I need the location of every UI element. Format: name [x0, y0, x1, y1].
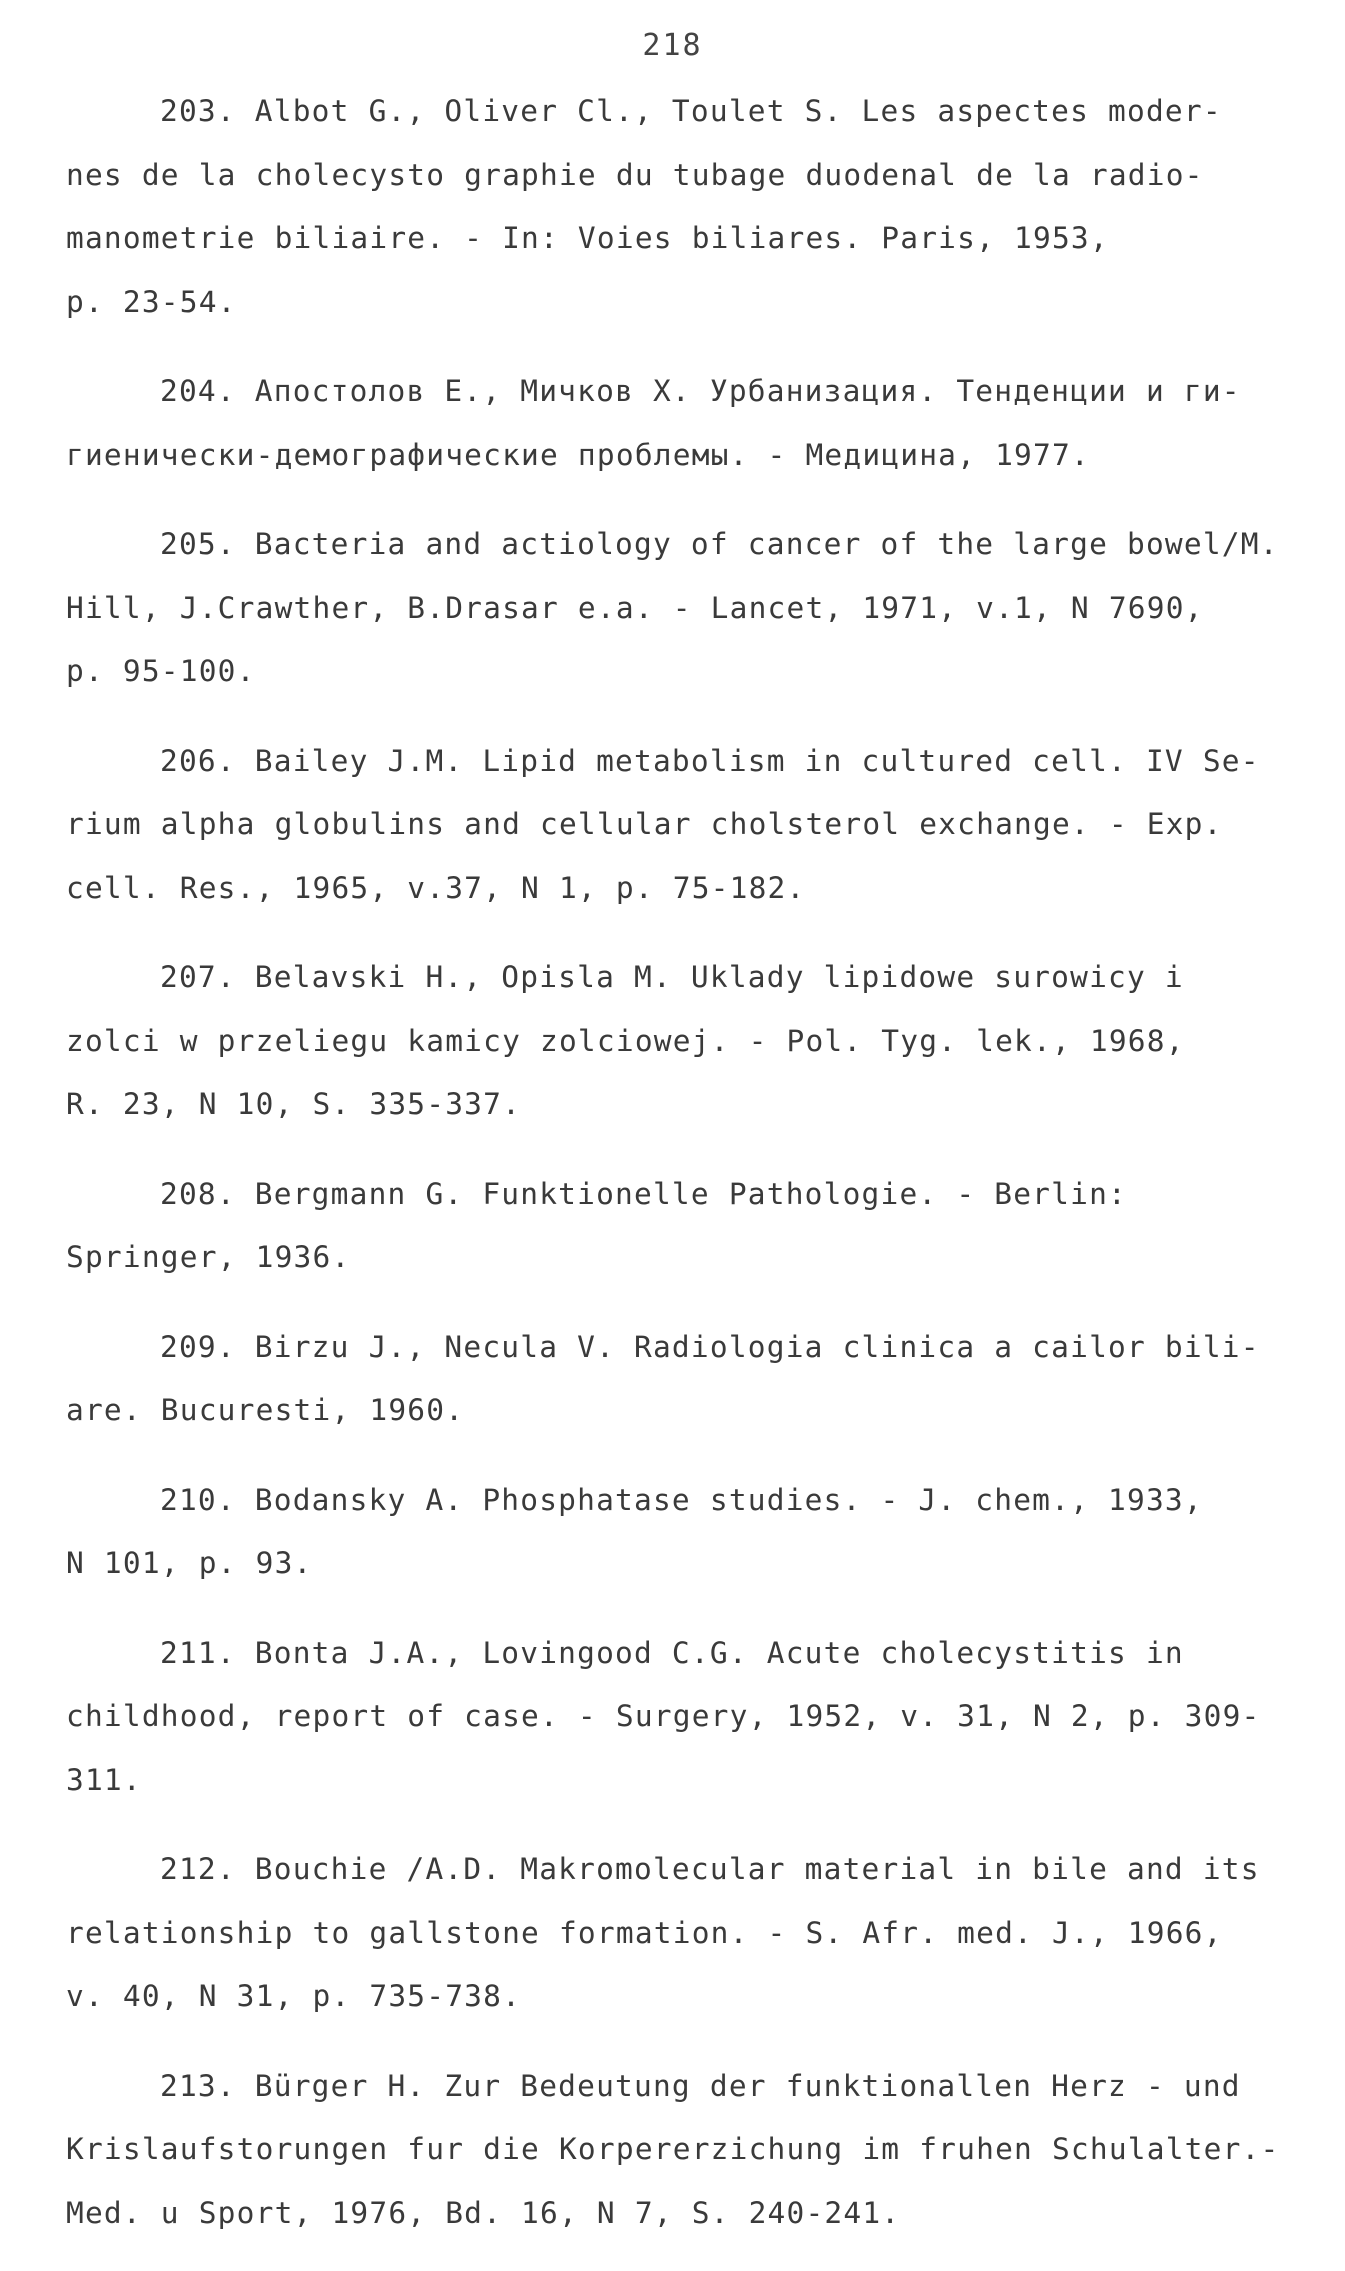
reference-line: гиенически-демографические проблемы. - Медицина, 1977.: [66, 437, 1090, 472]
reference-line: rium alpha globulins and cellular cholsterol exchange. - Exp.: [66, 807, 1223, 841]
reference-line: 213. Bürger H. Zur Bedeutung der funktionallen Herz - und: [160, 2068, 1241, 2103]
reference-line: 204. Апостолов Е., Мичков Х. Урбанизация. Тенденции и ги-: [160, 374, 1241, 408]
reference-line: 212. Bouchie /A.D. Makromolecular material in bile and its: [160, 1852, 1260, 1886]
reference-line: Med. u Sport, 1976, Bd. 16, N 7, S. 240-241.: [66, 2195, 901, 2230]
reference-entry: [66, 360, 1296, 487]
reference-line: 207. Belavski H., Opisla M. Uklady lipidowe surowicy i: [160, 960, 1184, 994]
reference-line: cell. Res., 1965, v.37, N 1, p. 75-182.: [66, 870, 806, 905]
reference-line: zolci w przeliegu kamicy zolciowej. - Pol. Tyg. lek., 1968,: [66, 1023, 1185, 1058]
reference-line: 205. Bacteria and actiology of cancer of the large bowel/M.: [160, 527, 1279, 561]
reference-entry: [66, 80, 1296, 334]
reference-line: Springer, 1936.: [66, 1240, 351, 1274]
reference-line: 210. Bodansky A. Phosphatase studies. - J. chem., 1933,: [160, 1482, 1203, 1517]
reference-entry: [66, 2055, 1296, 2246]
reference-line: R. 23, N 10, S. 335-337.: [66, 1087, 522, 1121]
reference-line: 209. Birzu J., Necula V. Radiologia clinica a cailor bili-: [160, 1329, 1260, 1364]
reference-line: 208. Bergmann G. Funktionelle Pathologie. - Berlin:: [160, 1176, 1127, 1211]
page-number: 218: [642, 28, 703, 63]
reference-entry: [66, 1622, 1296, 1813]
reference-line: p. 95-100.: [66, 654, 256, 688]
reference-line: childhood, report of case. - Surgery, 1952, v. 31, N 2, p. 309-: [66, 1699, 1261, 1733]
reference-line: 203. Albot G., Oliver Cl., Toulet S. Les aspectes moder-: [160, 94, 1222, 128]
reference-line: 211. Bonta J.A., Lovingood C.G. Acute cholecystitis in: [160, 1635, 1184, 1670]
reference-entry: [66, 946, 1296, 1137]
reference-line: manometrie biliaire. - In: Voies biliares. Paris, 1953,: [66, 221, 1109, 255]
reference-line: N 101, p. 93.: [66, 1546, 313, 1580]
reference-line: p. 23-54.: [66, 284, 237, 319]
reference-line: are. Bucuresti, 1960.: [66, 1393, 465, 1427]
reference-entry: [66, 1163, 1296, 1290]
reference-line: relationship to gallstone formation. - S. Afr. med. J., 1966,: [66, 1915, 1223, 1950]
reference-line: 206. Bailey J.M. Lipid metabolism in cultured cell. IV Se-: [160, 743, 1260, 778]
reference-entry: [66, 1838, 1296, 2029]
reference-line: Krislaufstorungen fur die Korpererzichung im fruhen Schulalter.-: [66, 2132, 1280, 2166]
reference-line: nes de la cholecysto graphie du tubage duodenal de la radio-: [66, 157, 1204, 192]
reference-line: v. 40, N 31, p. 735-738.: [66, 1979, 522, 2013]
reference-list: [66, 80, 1296, 2271]
reference-entry: [66, 1469, 1296, 1596]
reference-entry: [66, 513, 1296, 704]
reference-line: Hill, J.Crawther, B.Drasar e.a. - Lancet, 1971, v.1, N 7690,: [66, 590, 1204, 625]
reference-entry: [66, 730, 1296, 921]
reference-line: 311.: [66, 1762, 142, 1797]
reference-entry: [66, 1316, 1296, 1443]
